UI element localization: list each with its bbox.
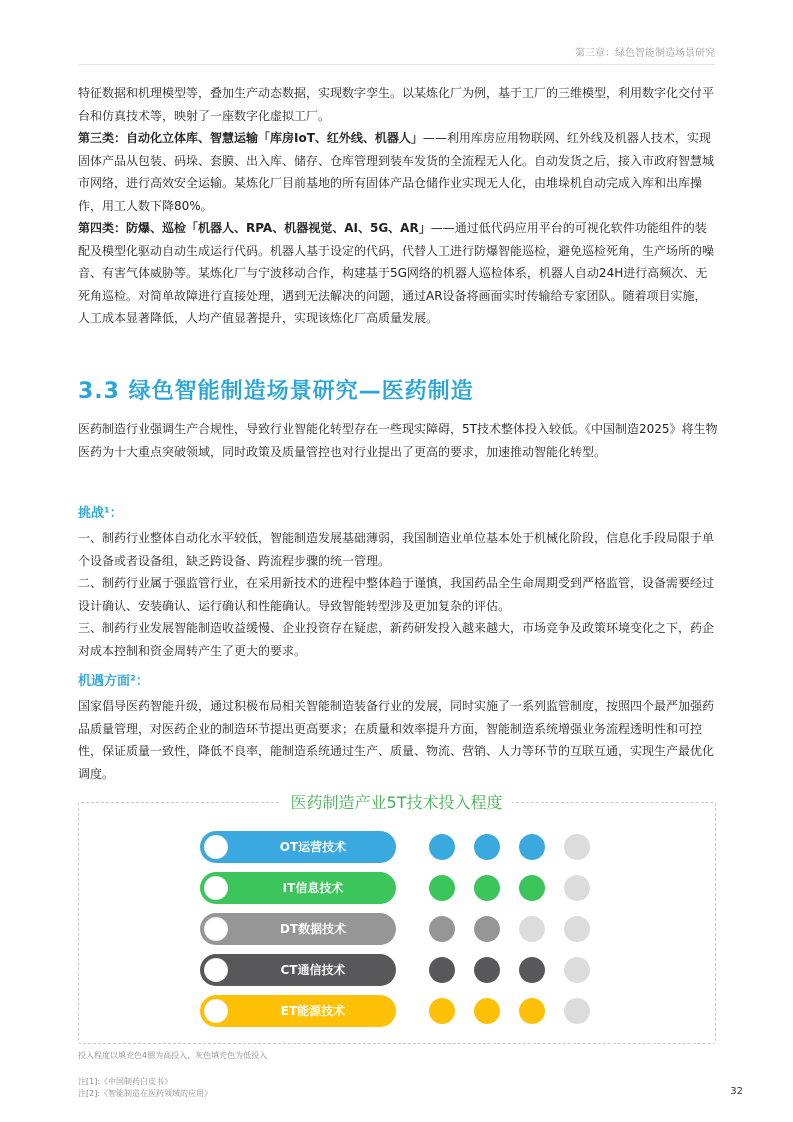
section-title: 3.3 绿色智能制造场景研究—医药制造 (78, 379, 474, 404)
challenge-item-2: 二、制药行业属于强监管行业，在采用新技术的进程中整体趋于谨慎，我国药品全生命周期受到严格监管，设备需要经过设计确认、安装确认、运行确认和性能确认。导致智能转型涉及更加复杂的评估。 (78, 576, 715, 613)
level-dot (519, 916, 545, 942)
chart-frame (78, 802, 716, 1044)
tech-row-pill-2 (200, 913, 396, 945)
toggle-knob-icon (204, 876, 228, 900)
challenge-item-3: 三、制药行业发展智能制造收益缓慢、企业投资存在疑虑，新药研发投入越来越大，市场竞争及政策环境变化之下，药企对成本控制和资金周转产生了更大的要求。 (78, 621, 715, 658)
level-dot (474, 916, 500, 942)
level-dot (429, 834, 455, 860)
level-dot (564, 834, 590, 860)
level-dot (564, 875, 590, 901)
level-dot (429, 998, 455, 1024)
toggle-knob-icon (204, 958, 228, 982)
chapter-header: 第三章：绿色智能制造场景研究 (575, 48, 715, 59)
paragraph-category-four (78, 217, 718, 330)
level-dot (429, 916, 455, 942)
level-dot (474, 834, 500, 860)
toggle-knob-icon (204, 999, 228, 1023)
level-dot (519, 834, 545, 860)
toggle-knob-icon (204, 917, 228, 941)
footnote-1: 注[1]:《中国制药白皮书》 (78, 1077, 173, 1086)
category-three-title: 第三类：自动化立体库、智慧运输「库房IoT、红外线、机器人」 (78, 131, 423, 145)
header-divider (78, 64, 715, 65)
category-three-body: ——利用库房应用物联网、红外线及机器人技术，实现固体产品从包装、码垛、套膜、出入库、储存、仓库管理到装车发货的全流程无人化。自动发货之后，接入市政府智慧城市网络，进行高效安全运输。某炼化厂目前基地的所有固体产品仓储作业实现无人化，由堆垛机自动完成入库和出库操作，用工人数下降80%。 (78, 131, 715, 213)
tech-row-pill-0 (200, 831, 396, 863)
level-dot (474, 875, 500, 901)
level-dot (429, 957, 455, 983)
level-dot (519, 875, 545, 901)
paragraph-digital-twin: 特征数据和机理模型等，叠加生产动态数据，实现数字孪生。以某炼化厂为例，基于工厂的三维模型，利用数字化交付平台和仿真技术等，映射了一座数字化虚拟工厂。 (78, 86, 715, 123)
level-dot (519, 957, 545, 983)
tech-row-pill-3 (200, 954, 396, 986)
challenge-item-1: 一、制药行业整体自动化水平较低，智能制造发展基础薄弱，我国制造业单位基本处于机械化阶段，信息化手段局限于单个设备或者设备组，缺乏跨设备、跨流程步骤的统一管理。 (78, 531, 715, 568)
chart-title-wrap (0, 790, 793, 813)
page-number: 32 (730, 1086, 743, 1097)
opportunities-text: 国家倡导医药智能升级，通过积极布局相关智能制造装备行业的发展，同时实施了一系列监管制度，按照四个最严加强药品质量管理，对医药企业的制造环节提出更高要求；在质量和效率提升方面，智能制造系统增强业务流程透明性和可控性，保证质量一致性，降低不良率，能制造系统通过生产、质量、物流、营销、人力等环节的互联互通，实现生产最优化调度。 (78, 699, 715, 781)
paragraph-category-three (78, 127, 718, 217)
tech-row-label: ET能源技术 (280, 1004, 346, 1018)
section-intro: 医药制造行业强调生产合规性，导致行业智能化转型存在一些现实障碍，5T技术整体投入较低。《中国制造2025》将生物医药为十大重点突破领域，同时政策及质量管控也对行业提出了更高的要求，加速推动智能化转型。 (78, 422, 718, 459)
level-dot (564, 998, 590, 1024)
level-dot (564, 916, 590, 942)
tech-row-label: CT通信技术 (280, 963, 346, 977)
tech-row-pill-4 (200, 995, 396, 1027)
chart-title: 医药制造产业5T技术投入程度 (281, 793, 513, 812)
tech-row-label: OT运营技术 (279, 840, 347, 854)
level-dot (474, 998, 500, 1024)
chart-note: 投入程度以填充色4圈为高投入，灰色填充色为低投入 (78, 1051, 268, 1060)
category-four-title: 第四类：防爆、巡检「机器人、RPA、机器视觉、AI、5G、AR」 (78, 221, 431, 235)
tech-row-pill-1 (200, 872, 396, 904)
opportunities-title: 机遇方面²： (78, 674, 149, 689)
tech-row-label: IT信息技术 (282, 881, 344, 895)
tech-row-label: DT数据技术 (279, 922, 347, 936)
level-dot (564, 957, 590, 983)
level-dot (474, 957, 500, 983)
challenges-title: 挑战¹： (78, 506, 123, 521)
category-four-body: ——通过低代码应用平台的可视化软件功能组件的装配及模型化驱动自动生成运行代码。机器人基于设定的代码，代替人工进行防爆智能巡检，避免巡检死角，生产场所的噪音、有害气体威胁等。某炼化厂与宁波移动合作，构建基于5G网络的机器人巡检体系，机器人自动24H进行高频次、无死角巡检。对简单故障进行直接处理，遇到无法解决的问题，通过AR设备将画面实时传输给专家团队。随着项目实施，人工成本显著降低，人均产值显著提升，实现该炼化厂高质量发展。 (78, 221, 715, 325)
toggle-knob-icon (204, 835, 228, 859)
level-dot (519, 998, 545, 1024)
level-dot (429, 875, 455, 901)
footnote-2: 注[2]:《智能制造在医药领域的应用》 (78, 1089, 213, 1098)
